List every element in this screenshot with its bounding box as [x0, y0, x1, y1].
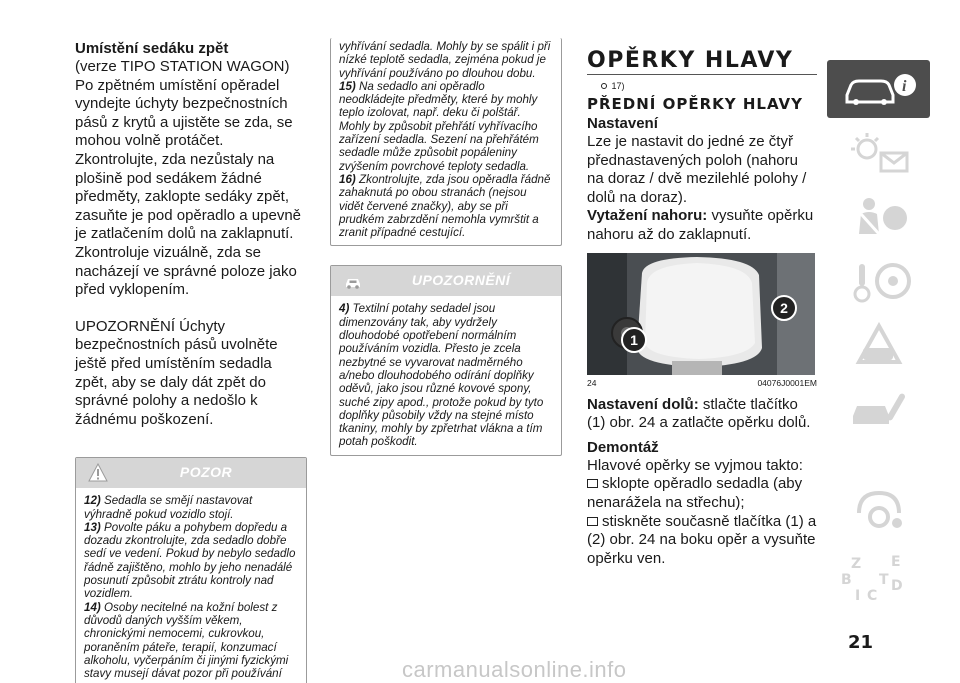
section-subheading: (verze TIPO STATION WAGON) [75, 58, 290, 75]
column-3 [587, 48, 817, 568]
callout-2: 2 [771, 295, 797, 321]
svg-text:E: E [890, 554, 901, 570]
headrest-photo [587, 253, 815, 375]
seatbelt-airbag-icon [839, 194, 919, 240]
subsection-heading: Demontáž [587, 438, 659, 456]
column-1 [75, 40, 307, 683]
note-item: 13) Povolte páku a pohybem dopředu a dozadu zkontrolujte, zda sedadlo dobře sedí ve vedení. Pokud by nebylo sedadlo řádně zajištěno, mohlo by jeho nenadálé posunutí způsobit ztrátu kontroly nad vozidlem. [84, 520, 296, 601]
figure-caption [587, 378, 817, 388]
steering-key-icon [839, 258, 919, 304]
sidebar-car-info[interactable] [827, 60, 930, 118]
chapter-title: OPĚRKY HLAVY [587, 48, 794, 73]
sidebar-driving[interactable] [827, 252, 930, 310]
bullet-icon [587, 479, 598, 488]
note-item: 15) Na sedadlo ani opěradlo neodkládejte předměty, které by mohly teplo izolovat, např. deku či polštář. Mohly by způsobit přehřátí vyhřívacího zařízení sedadla. Sezení na přehřátém sedadle může způsobit popáleniny zvýšením povrchové teploty sedadla. [339, 79, 539, 173]
figure-number: 24 [587, 377, 597, 388]
index-icon [839, 552, 919, 606]
figure-24 [587, 253, 817, 388]
sidebar-safety[interactable] [827, 188, 930, 246]
note-item: 16) Zkontrolujte, zda jsou opěradla řádně zahaknutá po obou stranách (nejsou vidět červené značky), aby se při prudkém zabrzdění nemohla vymrštit a zranit případné cestující. [339, 172, 551, 240]
pozor-body [76, 488, 306, 683]
bullet-item: stiskněte současně tlačítka (1) a (2) obr. 24 na boku opěr a vysuňte opěrku ven. [587, 512, 817, 567]
svg-text:i: i [901, 78, 906, 95]
car-info-icon [839, 69, 919, 109]
pozor-continued-body [331, 38, 561, 245]
reference-number: 17) [601, 81, 817, 91]
section-heading: Umístění sedáku zpět [75, 40, 229, 57]
road-warning-icon [839, 322, 919, 368]
multimedia-icon [839, 483, 919, 535]
pozor-title: POZOR [179, 464, 233, 481]
note-continued: vyhřívání sedadla. Mohly by se spálit i při nízké teplotě sedadla, zejména pokud je vyhřívání používáno po dlouhou dobu. [339, 40, 551, 80]
note-item: 12) Sedadla se smějí nastavovat výhradně pokud vozidlo stojí. [84, 494, 253, 521]
warning-lights-icon [839, 131, 919, 175]
callout-1: 1 [621, 327, 647, 353]
note-item: 14) Osoby necitelné na kožní bolest z důvodů daných vyšším věkem, chronickými nemocemi, cukrovkou, poraněním páteře, terapií, konzumací alkoholu, vyčerpáním či jinými fyzickými stavy musejí dávat pozor při používání [84, 600, 289, 681]
column-2 [330, 38, 562, 456]
svg-text:Z: Z [850, 556, 861, 572]
svg-text:B: B [840, 572, 852, 588]
svg-text:T: T [878, 572, 889, 588]
sidebar-emergency[interactable] [827, 316, 930, 374]
paragraph: Lze je nastavit do jedné ze čtyř přednastavených poloh (nahoru na doraz / dvě mezilehlé polohy / dolů na doraz). [587, 133, 807, 206]
svg-text:C: C [866, 588, 877, 604]
chapter-sidebar [827, 60, 930, 605]
sidebar-maintenance[interactable] [827, 380, 930, 438]
upozorneni-title: UPOZORNĚNÍ [411, 272, 511, 289]
section-title: PŘEDNÍ OPĚRKY HLAVY [587, 95, 804, 113]
svg-text:I: I [854, 588, 860, 604]
bullet-item: sklopte opěradlo sedadla (aby nenarážela na střechu); [587, 475, 803, 511]
paragraph: Nastavení dolů: stlačte tlačítko (1) obr. 24 a zatlačte opěrku dolů. [587, 395, 811, 432]
page-number: 21 [848, 632, 874, 653]
paragraph: UPOZORNĚNÍ Úchyty bezpečnostních pásů uvolněte ještě před umístěním sedadla zpět, aby se daly dát zpět do správné polohy a nedošlo k žádnému poškození. [75, 317, 278, 428]
sidebar-warning-lights[interactable] [827, 124, 930, 182]
sidebar-multimedia[interactable] [827, 480, 930, 538]
upozorneni-box [330, 265, 562, 455]
pozor-box-continued [330, 38, 562, 246]
sidebar-index[interactable] [827, 550, 930, 608]
upozorneni-body: 4) Textilní potahy sedadel jsou dimenzovány tak, aby vydržely dlouhodobé opotřebení normálním používáním vozidla. Přesto je zcela nezbytné se vyvarovat nadměrného a/nebo dlouhodobého odírání doplňky oděvů, jako jsou různé kovové spony, suché zipy apod., protože pokud by tyto doplňky působily vždy na stejné místo tkaniny, mohly by zpřetrhat vlákna a tím potah poškodit. [339, 302, 544, 449]
paragraph: Vytažení nahoru: vysuňte opěrku nahoru až do zaklapnutí. [587, 207, 814, 243]
subsection-heading: Nastavení [587, 115, 658, 132]
paragraph: Po zpětném umístění opěradel vyndejte úchyty bezpečnostních pásů z krytů a ujistěte se zda, se mohou volně protáčet. Zkontrolujte, zda nezůstaly na plošině pod sedákem žádné předměty, zaklopte sedáky zpět, zasuňte je pod opěradlo a upevně je zatlačením dolů na zaklapnutí. Zkontroluje vizuálně, zda se nacházejí ve správné poloze jako před vyklopením. [75, 76, 302, 299]
figure-code: 04076J0001EM [757, 377, 817, 388]
wrench-car-icon [839, 386, 919, 432]
paragraph: Hlavové opěrky se vyjmou takto: [587, 456, 803, 474]
title-divider [587, 74, 817, 75]
pozor-box-header [76, 458, 306, 488]
upozorneni-box-header [331, 266, 561, 296]
bullet-icon [587, 517, 598, 526]
watermark: carmanualsonline.info [402, 657, 627, 682]
pozor-box [75, 457, 307, 683]
svg-text:D: D [890, 578, 903, 594]
